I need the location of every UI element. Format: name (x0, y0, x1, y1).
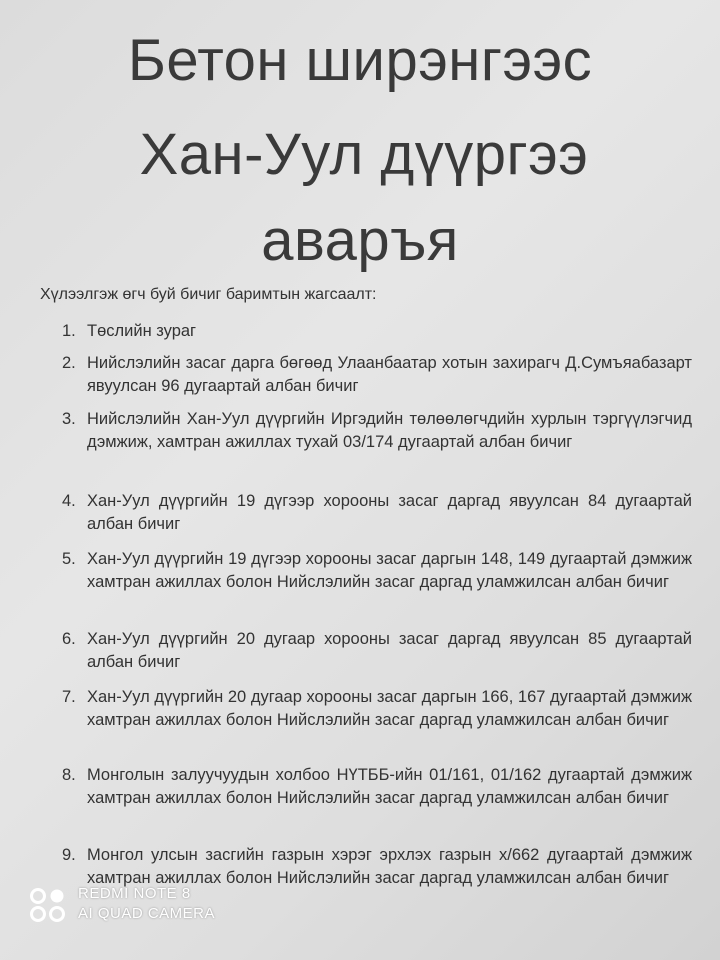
list-item (62, 320, 692, 343)
list-item (62, 764, 692, 810)
watermark-text (78, 884, 215, 924)
list-item (62, 548, 692, 594)
title-line-3: аваръя (261, 208, 459, 273)
list-item (62, 352, 692, 398)
list-item-number: 2. (62, 354, 76, 372)
title-line-2: Хан-Уул дүүргээ (139, 122, 589, 187)
list-item (62, 628, 692, 674)
list-item (62, 490, 692, 536)
list-item-number: 3. (62, 410, 76, 428)
list-item-number: 5. (62, 550, 76, 568)
list-item (62, 408, 692, 454)
list-item-number: 9. (62, 846, 76, 864)
list-item-text: Нийслэлийн засаг дарга бөгөөд Улаанбаатар хотын захирагч Д.Сумъяабазарт явуулсан 96 дугаартай албан бичиг (87, 354, 692, 395)
list-item-text: Монгол улсын засгийн газрын хэрэг эрхлэх газрын х/662 дугаартай дэмжиж хамтран ажиллах болон Нийслэлийн засаг даргад уламжилсан албан бичиг (87, 846, 692, 887)
list-intro: Хүлээлгэж өгч буй бичиг баримтын жагсаалт: (40, 286, 377, 303)
list-item (62, 686, 692, 732)
list-item-text: Хан-Уул дүүргийн 20 дугаар хорооны засаг даргад явуулсан 85 дугаартай албан бичиг (87, 630, 692, 671)
list-item-number: 4. (62, 492, 76, 510)
list-item-number: 1. (62, 322, 76, 340)
list-item-text: Нийслэлийн Хан-Уул дүүргийн Иргэдийн төлөөлөгчдийн хурлын тэргүүлэгчид дэмжиж, хамтран ажиллах тухай 03/174 дугаартай албан бичиг (87, 410, 692, 451)
list-item-number: 7. (62, 688, 76, 706)
title-line-1: Бетон ширэнгээс (127, 28, 593, 93)
list-item-text: Төслийн зураг (87, 322, 197, 340)
list-item-text: Хан-Уул дүүргийн 19 дүгээр хорооны засаг даргад явуулсан 84 дугаартай албан бичиг (87, 492, 692, 533)
list-item-text: Монголын залуучуудын холбоо НҮТББ-ийн 01/161, 01/162 дугаартай дэмжиж хамтран ажиллах болон Нийслэлийн засаг даргад уламжилсан албан бичиг (87, 766, 692, 807)
list-item-number: 6. (62, 630, 76, 648)
list-item-text: Хан-Уул дүүргийн 19 дүгээр хорооны засаг даргын 148, 149 дугаартай дэмжиж хамтран ажиллах болон Нийслэлийн засаг даргад уламжилсан албан бичиг (87, 550, 692, 591)
list-item-text: Хан-Уул дүүргийн 20 дугаар хорооны засаг даргын 166, 167 дугаартай дэмжиж хамтран ажиллах болон Нийслэлийн засаг даргад уламжилсан албан бичиг (87, 688, 692, 729)
quad-camera-icon (28, 886, 68, 924)
watermark-line-1: REDMI NOTE 8 (78, 885, 191, 902)
watermark-line-2: AI QUAD CAMERA (78, 905, 216, 922)
list-item-number: 8. (62, 766, 76, 784)
